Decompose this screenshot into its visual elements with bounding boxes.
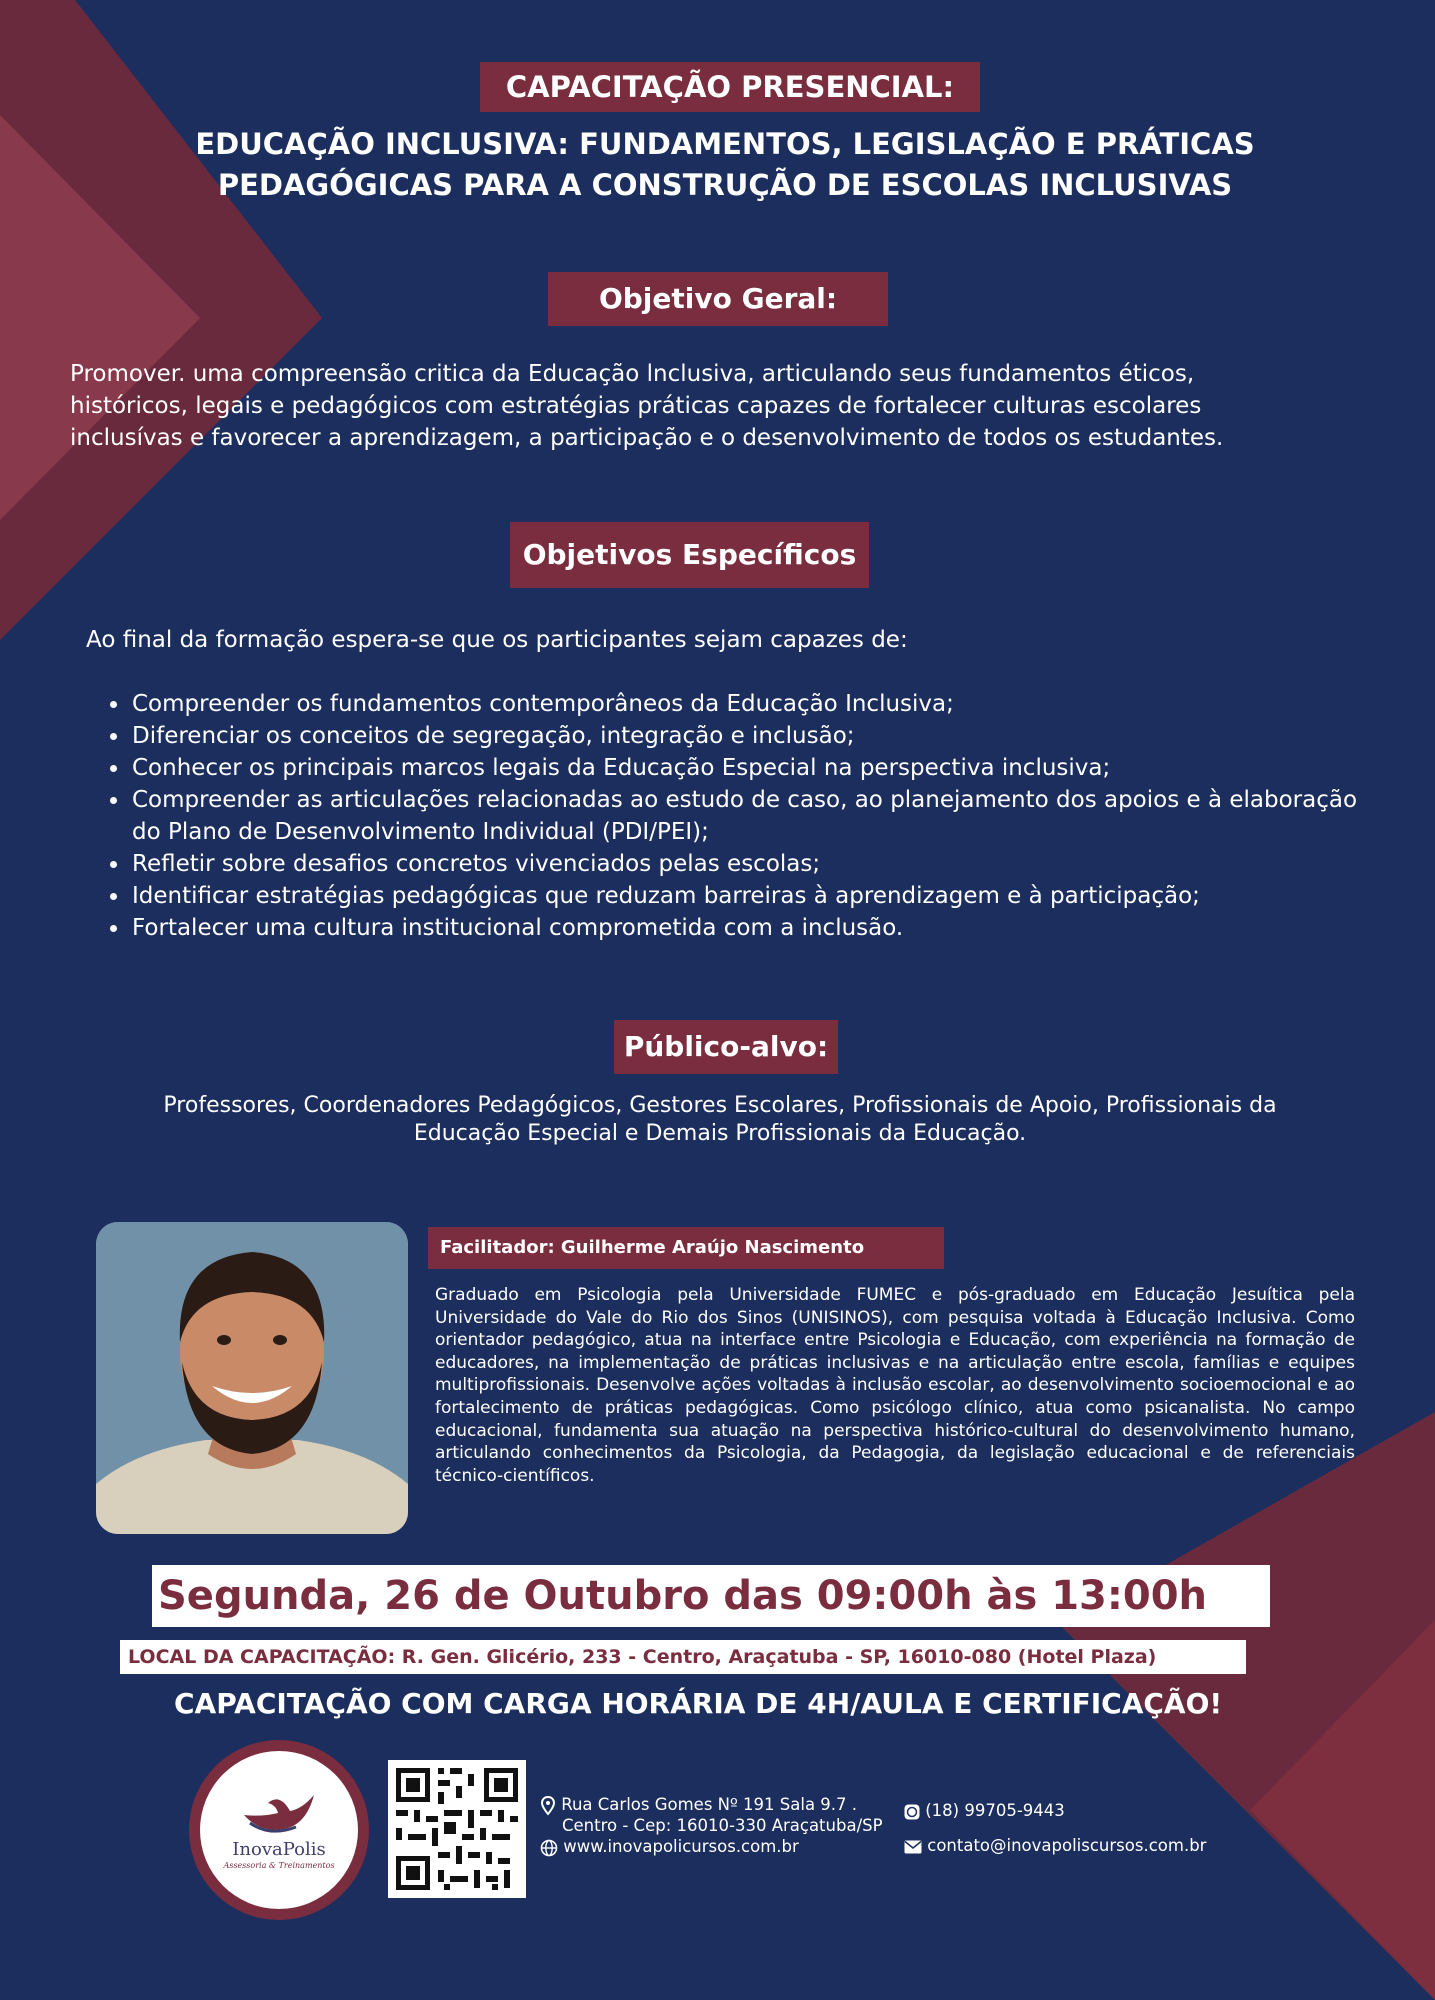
logo-subtitle: Assessoria & Treinamentos [223, 1861, 335, 1870]
portrait-illustration [96, 1222, 408, 1534]
event-date: Segunda, 26 de Outubro das 09:00h às 13:00h [152, 1565, 1270, 1627]
website-text: www.inovapolicursos.com.br [563, 1837, 799, 1856]
bird-logo-icon [240, 1787, 318, 1837]
logo-inner-circle [200, 1751, 358, 1909]
phone-text: (18) 99705-9443 [925, 1801, 1065, 1820]
list-item: • Diferenciar os conceitos de segregação, integração e inclusão; [130, 720, 1390, 752]
address-line-1 [540, 1794, 857, 1816]
list-item: • Compreender as articulações relacionadas ao estudo de caso, ao planejamento dos apoios e à elaboração do Plano de Desenvolvimento Individual (PDI/PEI); [130, 784, 1390, 848]
website-link[interactable] [540, 1836, 799, 1857]
logo-name: InovaPolis [232, 1839, 326, 1860]
globe-icon [540, 1839, 558, 1857]
objetivo-geral-line-3: inclusívas e favorecer a aprendizagem, a participação e o desenvolvimento de todos os estudantes. [70, 425, 1224, 451]
title-line-1: EDUCAÇÃO INCLUSIVA: FUNDAMENTOS, LEGISLAÇÃO E PRÁTICAS [195, 127, 1255, 161]
objetivos-especificos-list [100, 688, 1390, 944]
facilitator-photo [96, 1222, 408, 1534]
list-item: • Compreender os fundamentos contemporâneos da Educação Inclusiva; [130, 688, 1390, 720]
list-item: • Refletir sobre desafios concretos vivenciados pelas escolas; [130, 848, 1390, 880]
mail-icon [904, 1840, 922, 1854]
title-line-2: PEDAGÓGICAS PARA A CONSTRUÇÃO DE ESCOLAS INCLUSIVAS [217, 168, 1233, 202]
publico-alvo-heading: Público-alvo: [614, 1020, 838, 1074]
list-item: • Fortalecer uma cultura institucional comprometida com a inclusão. [130, 912, 1390, 944]
objetivos-especificos-intro: Ao final da formação espera-se que os participantes sejam capazes de: [86, 627, 908, 653]
capacitacao-tag: CAPACITAÇÃO PRESENCIAL: [480, 62, 980, 112]
publico-alvo-line-1: Professores, Coordenadores Pedagógicos, Gestores Escolares, Profissionais de Apoio, Profissionais da [163, 1093, 1277, 1118]
facilitador-bio: Graduado em Psicologia pela Universidade FUMEC e pós-graduado em Educação Jesuítica pela Universidade do Vale do Rio dos Sinos (UNISINOS), com pesquisa voltada à Educação Inclusiva. Como orientador pedagógico, atua na interface entre Psicologia e Educação, com experiência na formação de educadores, na implementação de práticas inclusivas e na articulação entre escola, famílias e equipes multiprofissionais. Desenvolve ações voltadas à inclusão escolar, ao desenvolvimento socioemocional e ao fortalecimento de práticas pedagógicas. Como psicólogo clínico, atua como psicanalista. No campo educacional, fundamenta sua atuação na perspectiva histórico-cultural do desenvolvimento humano, articulando conhecimentos da Psicologia, da Pedagogia, da legislação educacional e de referenciais técnico-científicos. [435, 1285, 1355, 1486]
inovapolis-logo [189, 1740, 369, 1920]
page-title [110, 124, 1340, 206]
qr-code-graphic [388, 1760, 526, 1898]
list-item: • Conhecer os principais marcos legais da Educação Especial na perspectiva inclusiva; [130, 752, 1390, 784]
location-icon [540, 1796, 556, 1816]
phone-contact[interactable] [904, 1800, 1065, 1821]
event-location: LOCAL DA CAPACITAÇÃO: R. Gen. Glicério, 233 - Centro, Araçatuba - SP, 16010-080 (Hotel Plaza) [120, 1640, 1246, 1674]
objetivo-geral-line-1: Promover. uma compreensão critica da Educação lnclusiva, articulando seus fundamentos éticos, [70, 361, 1195, 387]
objetivos-especificos-heading: Objetivos Específicos [510, 522, 869, 588]
list-item: • Identificar estratégias pedagógicas que reduzam barreiras à aprendizagem e à participação; [130, 880, 1390, 912]
email-text: contato@inovapoliscursos.com.br [927, 1836, 1207, 1855]
facilitador-heading: Facilitador: Guilherme Araújo Nascimento [428, 1227, 944, 1269]
carga-horaria-text: CAPACITAÇÃO COM CARGA HORÁRIA DE 4H/AULA E CERTIFICAÇÃO! [174, 1687, 1223, 1720]
whatsapp-icon [904, 1804, 920, 1820]
qr-code-icon[interactable] [388, 1760, 526, 1898]
objetivo-geral-text [70, 358, 1370, 454]
address-line-1-text: Rua Carlos Gomes Nº 191 Sala 9.7 . [561, 1795, 858, 1814]
address-line-2: Centro - Cep: 16010-330 Araçatuba/SP [562, 1816, 883, 1835]
objetivo-geral-line-2: históricos, legais e pedagógicos com estratégias práticas capazes de fortalecer culturas escolares [70, 393, 1202, 419]
objetivo-geral-heading: Objetivo Geral: [548, 272, 888, 326]
publico-alvo-text [120, 1092, 1320, 1148]
email-contact[interactable] [904, 1835, 1206, 1856]
publico-alvo-line-2: Educação Especial e Demais Profissionais da Educação. [413, 1121, 1027, 1146]
